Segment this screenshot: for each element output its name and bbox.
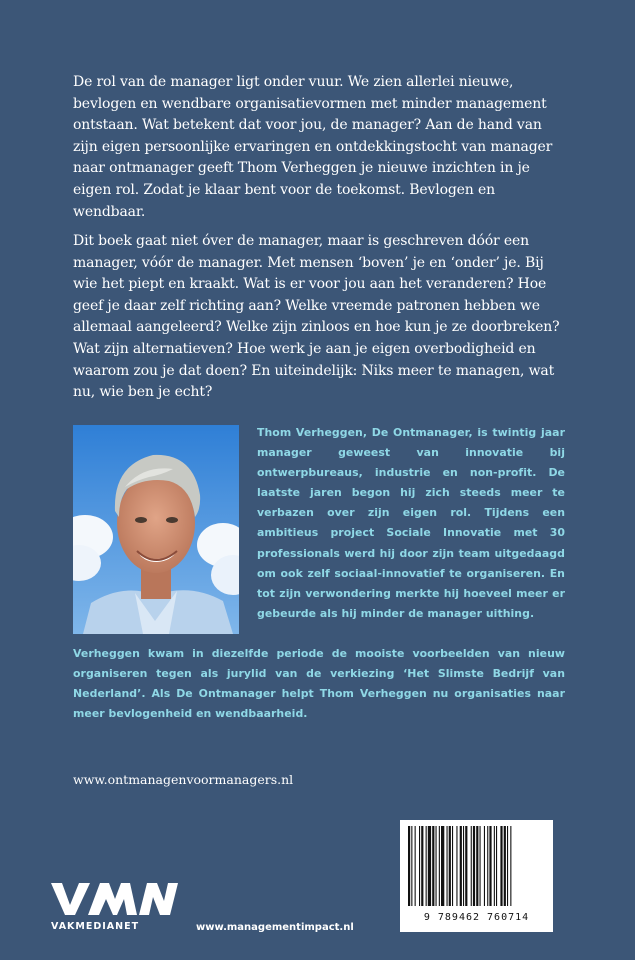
barcode-bar [419, 826, 420, 906]
publisher-url: www.managementimpact.nl [196, 922, 354, 933]
barcode-bar [426, 826, 427, 906]
barcode-bar [415, 826, 416, 906]
barcode-bar [504, 826, 506, 906]
publisher-name: VAKMEDIANET [51, 921, 140, 932]
barcode-bar [473, 826, 475, 906]
isbn-number: 9 789462 760714 [423, 912, 530, 923]
author-photo [73, 425, 239, 634]
barcode-bar [487, 826, 488, 906]
vmn-logo [51, 881, 179, 917]
blurb-paragraph-1: De rol van de manager ligt onder vuur. We zien allerlei nieuwe, bevlogen en wendbare organisatievormen met minder management ontstaan. Wat betekent dat voor jou, de manager? Aan de hand van zijn eigen persoonlijke ervaringen en ontdekkingstocht van manager naar ontmanager geeft Thom Verheggen je nieuwe inzichten in je eigen rol. Zodat je klaar bent voor de toekomst. Bevlogen en wendbaar. [73, 74, 553, 220]
barcode-bar [408, 826, 410, 906]
barcode-bar [452, 826, 453, 906]
barcode-bar [510, 826, 511, 906]
author-bio: Thom Verheggen, De Ontmanager, is twintig jaar manager geweest van innovatie bij ontwerpbureaus, industrie en non-profit. De laatste jaren begon hij zich steeds meer te verbazen over zijn eigen rol. Tijdens een ambitieus project Sociale Innovatie met 30 professionals werd hij door zijn team uitgedaagd om ook zelf sociaal-innovatief te organiseren. En tot zijn verwondering merkte hij hoeveel meer er gebeurde als hij minder de manager uithing. [257, 426, 565, 620]
barcode-bar [489, 826, 491, 906]
barcode-bar [411, 826, 412, 906]
barcode-bar [421, 826, 423, 906]
barcode-bar [500, 826, 502, 906]
barcode-bar [456, 826, 457, 906]
vmn-logo-mark [51, 881, 179, 917]
barcode-bar [465, 826, 467, 906]
barcode-bar [496, 826, 497, 906]
isbn-barcode [400, 820, 553, 932]
barcode-bar [428, 826, 431, 906]
barcode-bar [460, 826, 462, 906]
barcode-bar [471, 826, 472, 906]
book-website: www.ontmanagenvoormanagers.nl [73, 772, 294, 787]
barcode-bar [441, 826, 444, 906]
author-portrait-image [73, 425, 239, 634]
barcode-bar [439, 826, 440, 906]
barcode-bar [463, 826, 464, 906]
blurb-paragraph-2: Dit boek gaat niet óver de manager, maar is geschreven dóór een manager, vóór de manager. Met mensen ‘boven’ je en ‘onder’ je. Bij wie het piept en kraakt. Wat is er voor jou aan het veranderen? Hoe geef je daar zelf richting aan? Welke vreemde patronen hebben we allemaal aangeleerd? Welke zijn zinloos en hoe kun je ze doorbreken? Wat zijn alternatieven? Hoe werk je aan je eigen overbodigheid en waarom zou je dat doen? En uiteindelijk: Niks meer te managen, wat nu, wie ben je echt? [73, 233, 560, 401]
barcode-bar [494, 826, 495, 906]
barcode-bar [484, 826, 485, 906]
barcode-bar [476, 826, 478, 906]
barcode-bars [400, 820, 553, 910]
barcode-bar [449, 826, 451, 906]
author-bio-continued: Verheggen kwam in diezelfde periode de mooiste voorbeelden van nieuw organiseren tegen als jurylid van de verkiezing ‘Het Slimste Bedrijf van Nederland’. Als De Ontmanager helpt Thom Verheggen nu organisaties naar meer bevlogenheid en wendbaarheid. [73, 647, 565, 721]
barcode-bar [507, 826, 508, 906]
barcode-bar [447, 826, 448, 906]
barcode-bar [436, 826, 437, 906]
barcode-bar [432, 826, 434, 906]
barcode-bar [480, 826, 481, 906]
